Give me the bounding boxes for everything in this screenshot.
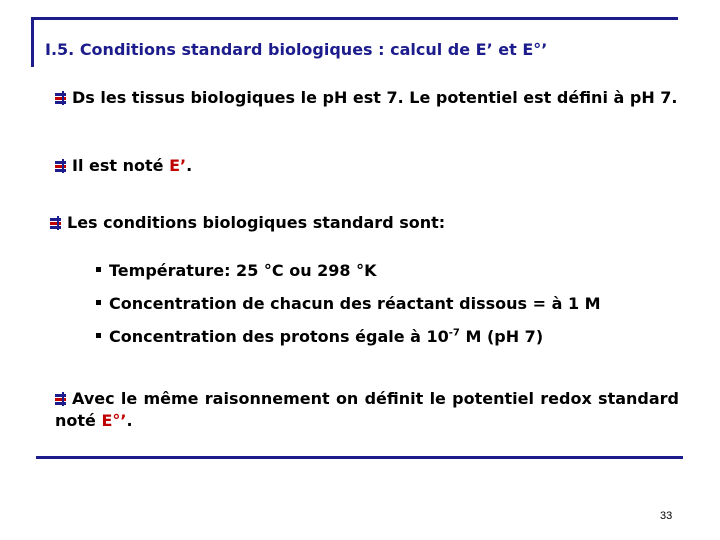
conditions-intro-text: Les conditions biologiques standard sont:	[67, 213, 446, 232]
redox-suffix: .	[126, 411, 133, 430]
protons-prefix: Concentration des protons égale à 10	[109, 327, 449, 346]
protons-suffix: M (pH 7)	[459, 327, 544, 346]
list-item	[96, 260, 696, 293]
striped-bullet-icon	[55, 394, 66, 406]
conditions-list	[96, 260, 696, 359]
list-item	[96, 326, 696, 359]
bottom-frame-line	[36, 456, 683, 459]
notation-symbol: E’	[169, 156, 187, 175]
paragraph-conditions-intro	[50, 212, 680, 234]
protons-exponent: -7	[448, 327, 460, 339]
paragraph-redox-standard	[55, 388, 679, 432]
top-frame-line	[31, 17, 678, 20]
square-bullet-icon	[96, 267, 101, 272]
striped-bullet-icon	[55, 161, 66, 173]
page-number: 33	[660, 510, 673, 522]
list-item	[96, 293, 696, 326]
paragraph-ph-text: Ds les tissus biologiques le pH est 7. Le potentiel est défini à pH 7.	[72, 88, 678, 107]
redox-prefix: Avec le même raisonnement on définit le potentiel redox standard noté	[55, 389, 679, 430]
striped-bullet-icon	[55, 93, 66, 105]
paragraph-ph-tissues	[55, 87, 685, 109]
concentration-text: Concentration de chacun des réactant dissous = à 1 M	[109, 294, 601, 313]
temperature-text: Température: 25 °C ou 298 °K	[109, 261, 377, 280]
square-bullet-icon	[96, 300, 101, 305]
striped-bullet-icon	[50, 218, 61, 230]
slide-title: I.5. Conditions standard biologiques : calcul de E’ et E°’	[45, 40, 548, 59]
redox-symbol: E°’	[101, 411, 127, 430]
notation-suffix: .	[186, 156, 193, 175]
left-frame-line	[31, 17, 34, 67]
paragraph-notation	[55, 155, 685, 177]
notation-prefix: Il est noté	[72, 156, 170, 175]
square-bullet-icon	[96, 333, 101, 338]
